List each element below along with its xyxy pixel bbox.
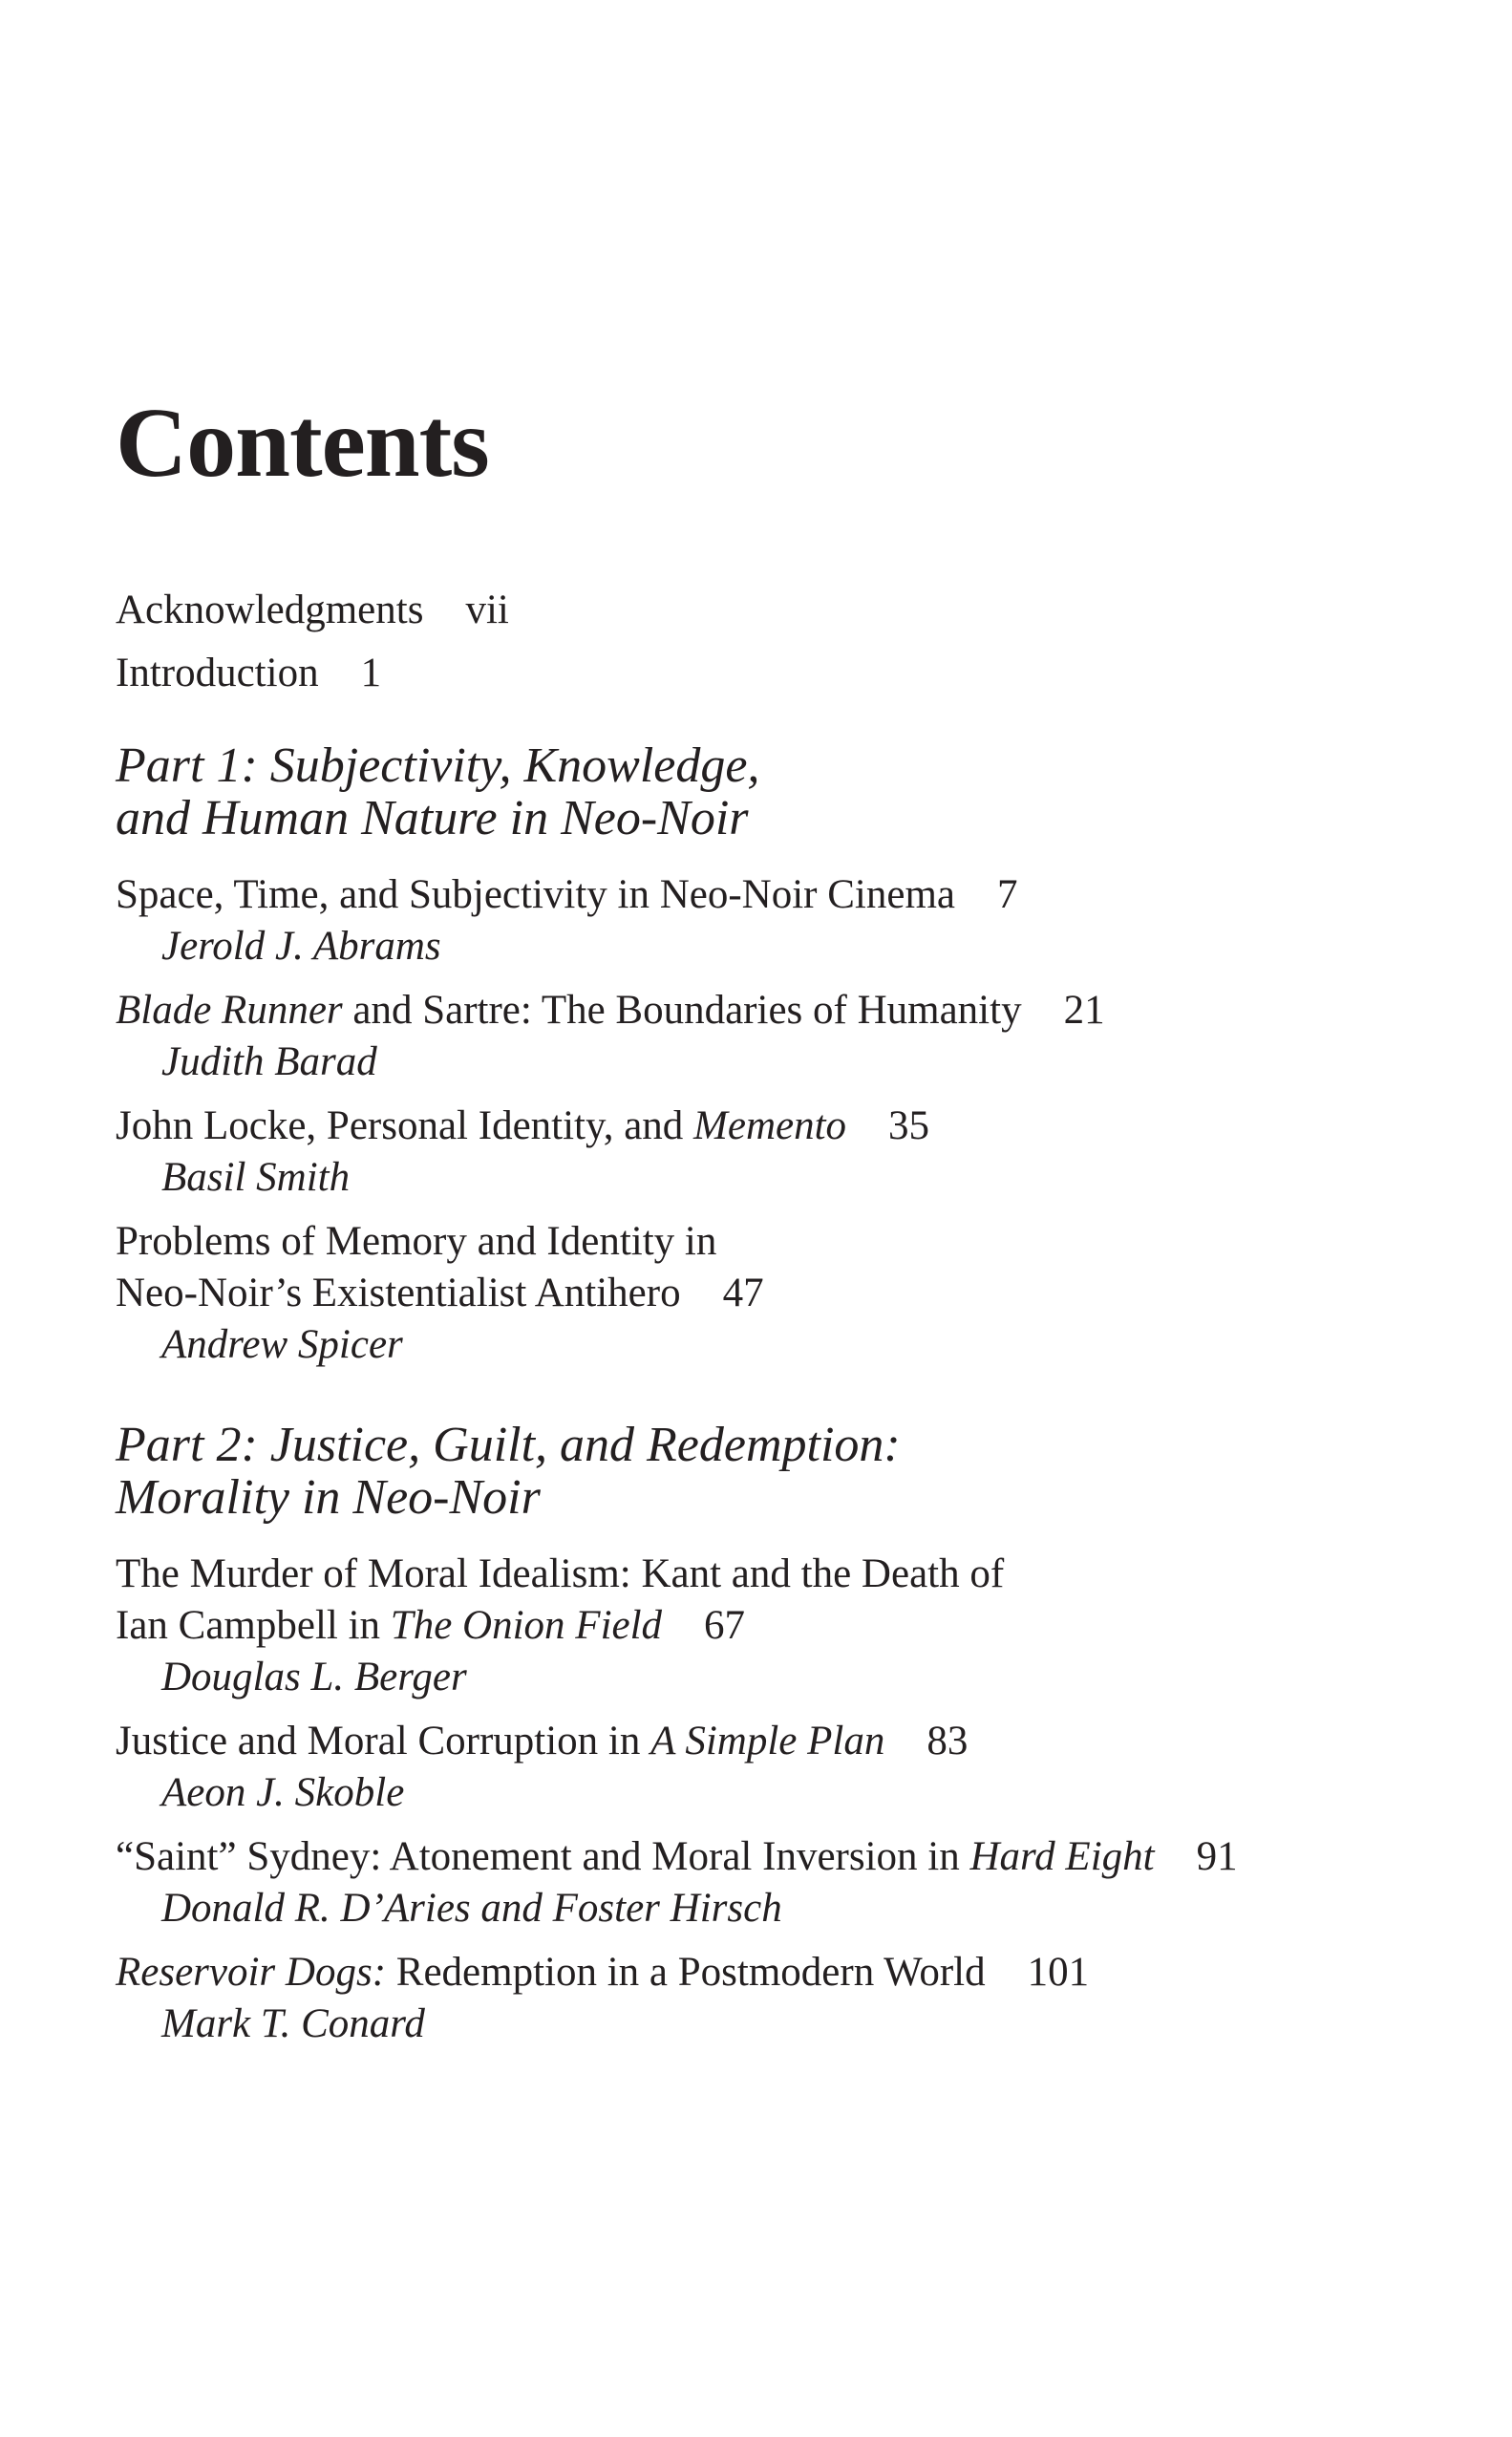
entry-author: Basil Smith: [161, 1155, 351, 1200]
page-number: 67: [704, 1603, 746, 1648]
film-title: The Onion Field: [390, 1603, 663, 1648]
entry-title: Redemption in a Postmodern World: [386, 1950, 986, 1995]
entry-author: Aeon J. Skoble: [161, 1770, 405, 1815]
toc-entry[interactable]: [116, 1716, 1434, 1819]
toc-entry-introduction[interactable]: [116, 648, 1434, 699]
film-title: A Simple Plan: [650, 1719, 885, 1764]
toc-entry[interactable]: [116, 1947, 1434, 2050]
entry-title: “Saint” Sydney: Atonement and Moral Inversion in: [116, 1834, 970, 1879]
page-number: 21: [1063, 988, 1105, 1033]
entry-author: Jerold J. Abrams: [161, 924, 441, 969]
entry-title: The Murder of Moral Idealism: Kant and the Death of: [116, 1551, 1005, 1596]
film-title: Blade Runner: [116, 988, 343, 1033]
part-heading-line: Part 1: Subjectivity, Knowledge,: [116, 738, 760, 793]
page-number: 1: [360, 651, 382, 695]
toc-entry[interactable]: [116, 1549, 1434, 1703]
entry-title: and Sartre: The Boundaries of Humanity: [342, 988, 1022, 1033]
entry-author: Andrew Spicer: [161, 1322, 403, 1367]
entry-title: Introduction: [116, 651, 319, 695]
part-1-heading: [116, 739, 1434, 844]
entry-title: John Locke, Personal Identity, and: [116, 1103, 694, 1148]
part-heading-line: Morality in Neo-Noir: [116, 1470, 541, 1525]
entry-title: Acknowledgments: [116, 588, 424, 632]
page-number: 83: [926, 1719, 969, 1764]
film-title: Memento: [693, 1103, 847, 1148]
toc-entry[interactable]: [116, 1101, 1434, 1204]
part-2-heading: [116, 1419, 1434, 1524]
page-title: Contents: [116, 388, 489, 498]
page-number: 35: [888, 1103, 930, 1148]
entry-author: Judith Barad: [161, 1039, 377, 1084]
film-title: Reservoir Dogs:: [116, 1950, 387, 1995]
entry-author: Donald R. D’Aries and Foster Hirsch: [161, 1886, 782, 1931]
entry-author: Mark T. Conard: [161, 2001, 425, 2046]
entry-title: Justice and Moral Corruption in: [116, 1719, 651, 1764]
table-of-contents: [116, 585, 1434, 2063]
page-number: vii: [465, 588, 509, 632]
toc-entry[interactable]: [116, 1831, 1434, 1935]
part-heading-line: and Human Nature in Neo-Noir: [116, 791, 749, 845]
part-heading-line: Part 2: Justice, Guilt, and Redemption:: [116, 1418, 901, 1472]
toc-entry[interactable]: [116, 1216, 1434, 1371]
entry-title: Problems of Memory and Identity in: [116, 1219, 717, 1264]
entry-author: Douglas L. Berger: [161, 1655, 467, 1699]
toc-entry-acknowledgments[interactable]: [116, 585, 1434, 636]
page-number: 101: [1027, 1950, 1090, 1995]
page-number: 47: [722, 1271, 764, 1315]
page-number: 91: [1196, 1834, 1238, 1879]
film-title: Hard Eight: [969, 1834, 1155, 1879]
toc-entry[interactable]: [116, 985, 1434, 1088]
page-number: 7: [997, 872, 1018, 917]
entry-title: Neo-Noir’s Existentialist Antihero: [116, 1271, 681, 1315]
entry-title: Ian Campbell in: [116, 1603, 391, 1648]
toc-entry[interactable]: [116, 869, 1434, 973]
entry-title: Space, Time, and Subjectivity in Neo-Noir Cinema: [116, 872, 956, 917]
